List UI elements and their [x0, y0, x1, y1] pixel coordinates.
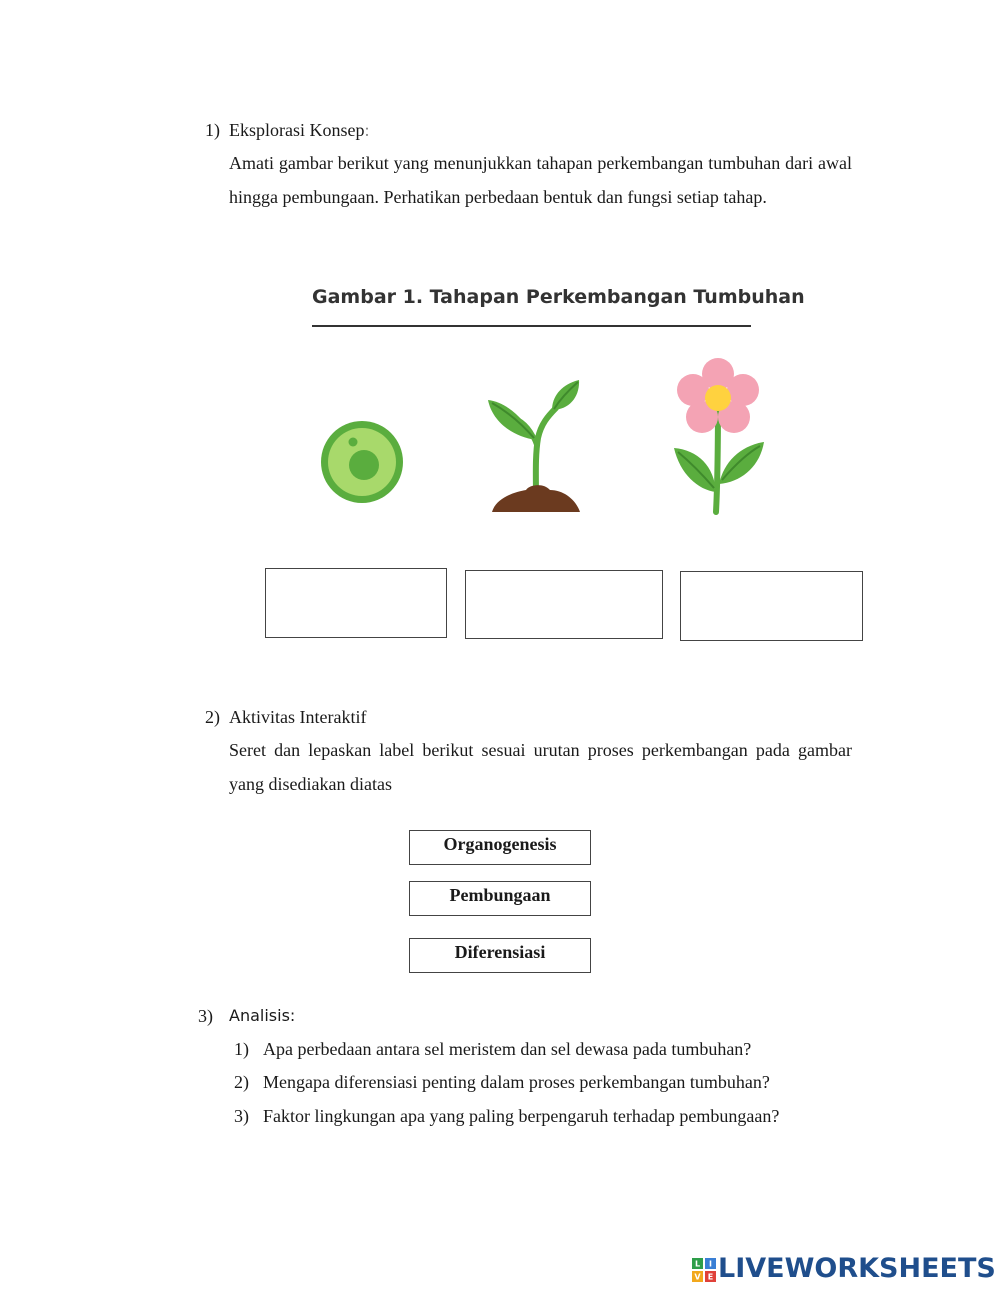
section2-paragraph: Seret dan lepaskan label berikut sesuai urutan proses perkembangan pada gambar yang disediakan diatas — [229, 740, 852, 794]
section1-title-colon: : — [364, 120, 370, 140]
question-text: Apa perbedaan antara sel meristem dan sel dewasa pada tumbuhan? — [263, 1039, 752, 1059]
question-number: 3) — [234, 1106, 249, 1126]
section1-number: 1) — [205, 120, 220, 140]
logo-letter: L — [694, 1259, 701, 1269]
section1-title-text: Eksplorasi Konsep — [229, 120, 365, 140]
logo-letter: E — [707, 1272, 714, 1282]
drop-target-stage-3[interactable] — [680, 571, 863, 641]
section2-title: Aktivitas Interaktif — [229, 707, 367, 727]
brand-text: LIVEWORKSHEETS — [718, 1253, 996, 1284]
section2-number: 2) — [205, 707, 220, 727]
section1-paragraph: Amati gambar berikut yang menunjukkan tahapan perkembangan tumbuhan dari awal hingga pembungaan. Perhatikan perbedaan bentuk dan fungsi setiap tahap. — [229, 153, 852, 207]
drop-target-stage-1[interactable] — [265, 568, 447, 638]
drag-label-organogenesis[interactable]: Organogenesis — [409, 830, 591, 865]
figure-title: Gambar 1. Tahapan Perkembangan Tumbuhan — [312, 286, 805, 308]
sprout-icon — [486, 376, 586, 518]
question-text: Mengapa diferensiasi penting dalam proses perkembangan tumbuhan? — [263, 1072, 770, 1092]
section3-title: Analisis: — [229, 1006, 296, 1025]
cell-icon — [318, 418, 406, 506]
drop-target-stage-2[interactable] — [465, 570, 663, 639]
figure-title-underline — [312, 325, 751, 327]
drag-label-diferensiasi[interactable]: Diferensiasi — [409, 938, 591, 973]
section3-number: 3) — [198, 1006, 213, 1026]
liveworksheets-logo-icon — [692, 1258, 716, 1282]
question-text: Faktor lingkungan apa yang paling berpengaruh terhadap pembungaan? — [263, 1106, 780, 1126]
drag-label-pembungaan[interactable]: Pembungaan — [409, 881, 591, 916]
question-number: 2) — [234, 1072, 249, 1092]
question-number: 1) — [234, 1039, 249, 1059]
logo-letter: I — [709, 1259, 712, 1269]
logo-letter: V — [694, 1272, 701, 1282]
section1-title — [229, 118, 370, 142]
flower-icon — [668, 354, 768, 518]
